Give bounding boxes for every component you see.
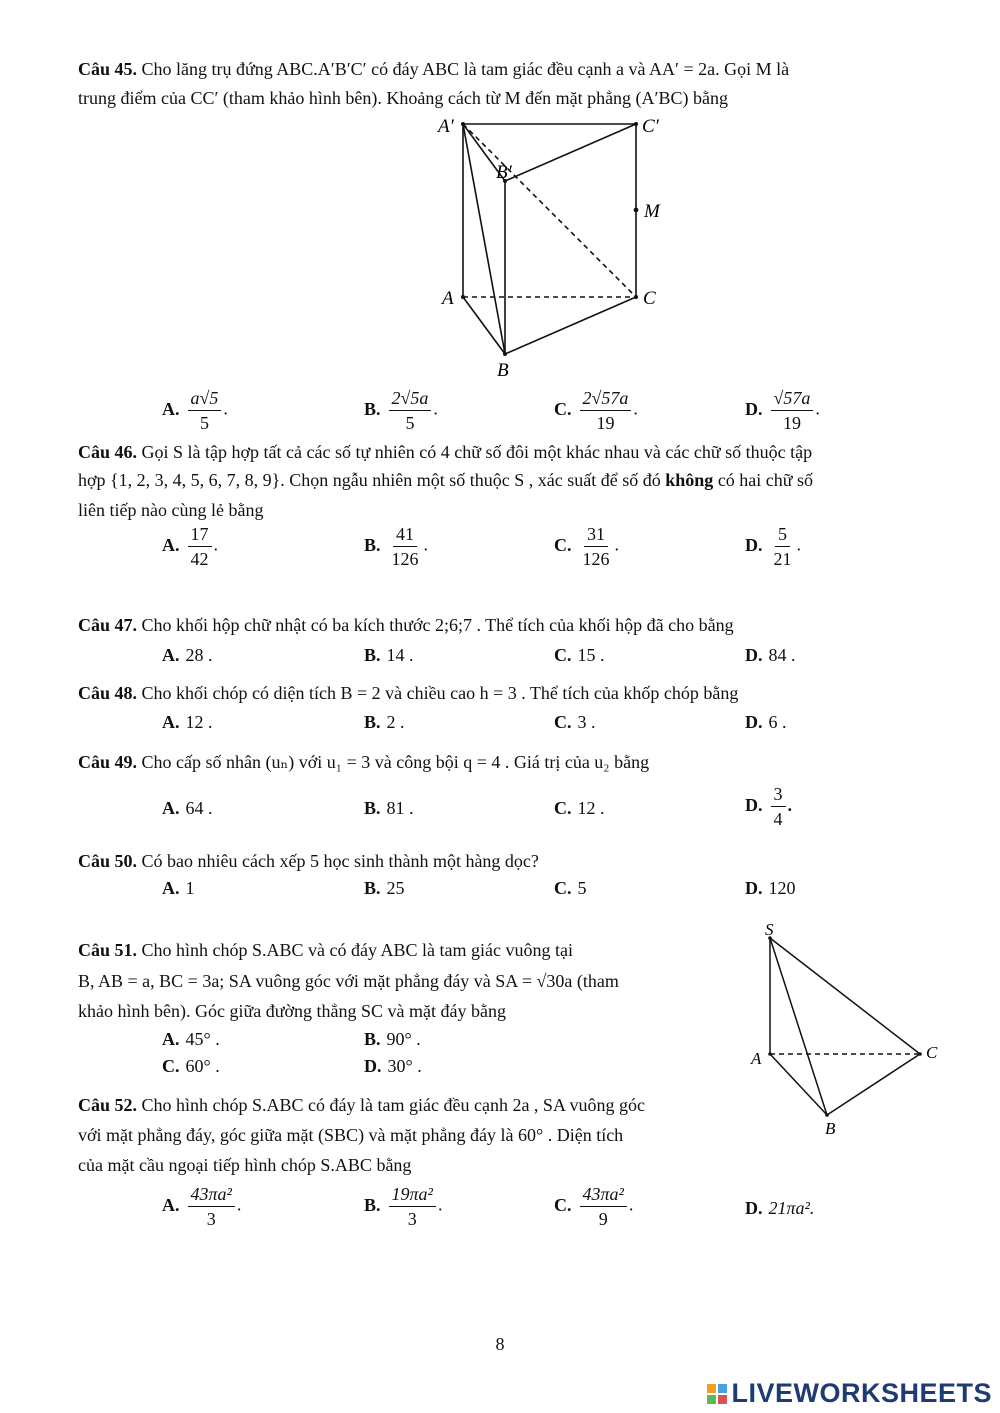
q50-line: Câu 50. Có bao nhiêu cách xếp 5 học sinh thành một hàng dọc? (78, 851, 539, 871)
brand-text: LIVEWORKSHEETS (731, 1378, 992, 1408)
q51-option-d[interactable]: D. 30° . (364, 1056, 422, 1076)
q49-option-c[interactable]: C. 12 . (554, 798, 605, 818)
liveworksheets-logo-icon (707, 1384, 727, 1404)
q51-lead: Câu 51. (78, 940, 138, 960)
q51-option-c[interactable]: C. 60° . (162, 1056, 220, 1076)
q49-line: Câu 49. Cho cấp số nhân (uₙ) với u₁ = 3 và công bội q = 4 . Giá trị của u₂ bằng (78, 752, 650, 772)
q52-line2: với mặt phẳng đáy, góc giữa mặt (SBC) và mặt phẳng đáy là 60° . Diện tích (78, 1125, 624, 1145)
q52-option-c[interactable]: C. $\frac{\text{43πa²}}{9}$ . (554, 1184, 634, 1229)
q51-label-A: A (751, 1049, 762, 1068)
q50-option-a[interactable]: A. 1 (162, 878, 195, 898)
q45-prism-figure (430, 108, 670, 386)
q51-line2: B, AB = a, BC = 3a; SA vuông góc với mặt phẳng đáy và SA = √30a (tham (78, 971, 619, 991)
q45-label-M: M (644, 201, 660, 222)
q45-option-a[interactable]: A. $\frac{a√5}{5}$ . (162, 388, 228, 433)
q46-option-c[interactable]: C. $\frac{31}{126}$ . (554, 524, 619, 569)
q47-lead: Câu 47. (78, 615, 138, 635)
q48-line: Câu 48. Cho khối chóp có diện tích B = 2 và chiều cao h = 3 . Thể tích của khốp chóp bằng (78, 683, 739, 703)
q45-text-1: Cho lăng trụ đứng ABC.A′B′C′ có đáy ABC là tam giác đều cạnh a và AA′ = 2a. Gọi M là (141, 59, 790, 79)
q51-pyramid-figure (745, 918, 950, 1143)
q48-option-b[interactable]: B. 2 . (364, 712, 405, 732)
q49-option-d[interactable]: D. $\frac{3}{4}$ . (745, 784, 792, 829)
q48-option-a[interactable]: A. 12 . (162, 712, 213, 732)
q51-line1: Câu 51. Cho hình chóp S.ABC và có đáy ABC là tam giác vuông tại (78, 940, 573, 960)
q52-option-d[interactable]: D. 21πa². (745, 1198, 815, 1218)
q47-line: Câu 47. Cho khối hộp chữ nhật có ba kích thước 2;6;7 . Thể tích của khối hộp đã cho bằng (78, 615, 734, 635)
q45-option-d[interactable]: D. $\frac{√57a}{19}$ . (745, 388, 820, 433)
q47-option-d[interactable]: D. 84 . (745, 645, 796, 665)
q46-line3: liên tiếp nào cùng lẻ bằng (78, 500, 264, 520)
q49-option-b[interactable]: B. 81 . (364, 798, 414, 818)
q51-label-C: C (926, 1043, 938, 1062)
q45-option-b[interactable]: B. $\frac{2√5a}{5}$ . (364, 388, 438, 433)
q45-line1 (78, 57, 928, 81)
q45-label-B1: B′ (496, 162, 512, 183)
q45-label-A: A (442, 288, 454, 309)
q45-label-C: C (643, 288, 656, 309)
q45-label-B: B (497, 360, 509, 381)
q51-line3: khảo hình bên). Góc giữa đường thẳng SC và mặt đáy bằng (78, 1001, 506, 1021)
q50-option-b[interactable]: B. 25 (364, 878, 405, 898)
q50-lead: Câu 50. (78, 851, 138, 871)
q47-option-a[interactable]: A. 28 . (162, 645, 213, 665)
q50-option-d[interactable]: D. 120 (745, 878, 796, 898)
q49-option-a[interactable]: A. 64 . (162, 798, 213, 818)
q48-option-d[interactable]: D. 6 . (745, 712, 787, 732)
q46-line2: hợp {1, 2, 3, 4, 5, 6, 7, 8, 9}. Chọn ngẫu nhiên một số thuộc S , xác suất để số đó không có hai chữ số (78, 470, 814, 490)
q45-label-A1: A′ (438, 116, 454, 137)
q46-option-a[interactable]: A. $\frac{17}{42}$ . (162, 524, 218, 569)
q45-option-c[interactable]: C. $\frac{2√57a}{19}$ . (554, 388, 638, 433)
q45-label-C1: C′ (642, 116, 659, 137)
q52-option-b[interactable]: B. $\frac{\text{19πa²}}{3}$ . (364, 1184, 443, 1229)
q52-line3: của mặt cầu ngoại tiếp hình chóp S.ABC bằng (78, 1155, 412, 1175)
q49-lead: Câu 49. (78, 752, 138, 772)
q52-line1: Câu 52. Cho hình chóp S.ABC có đáy là tam giác đều cạnh 2a , SA vuông góc (78, 1095, 645, 1115)
q51-option-b[interactable]: B. 90° . (364, 1029, 421, 1049)
q46-option-d[interactable]: D. $\frac{5}{21}$ . (745, 524, 801, 569)
q52-lead: Câu 52. (78, 1095, 138, 1115)
q48-option-c[interactable]: C. 3 . (554, 712, 596, 732)
q51-label-B: B (825, 1119, 836, 1138)
q46-line1: Câu 46. Gọi S là tập hợp tất cả các số tự nhiên có 4 chữ số đôi một khác nhau và các chữ số thuộc tập (78, 442, 813, 462)
q47-option-b[interactable]: B. 14 . (364, 645, 414, 665)
liveworksheets-logo (707, 1378, 992, 1409)
q51-option-a[interactable]: A. 45° . (162, 1029, 220, 1049)
q45-line2: trung điểm của CC′ (tham khảo hình bên). Khoảng cách từ M đến mặt phẳng (A′BC) bằng (78, 88, 728, 108)
q46-option-b[interactable]: B. $\frac{41}{126}$ . (364, 524, 429, 569)
q50-option-c[interactable]: C. 5 (554, 878, 587, 898)
q51-label-S: S (765, 920, 774, 939)
q48-lead: Câu 48. (78, 683, 138, 703)
q46-lead: Câu 46. (78, 442, 138, 462)
q52-option-a[interactable]: A. $\frac{\text{43πa²}}{3}$ . (162, 1184, 242, 1229)
page-number: 8 (495, 1334, 505, 1354)
q47-option-c[interactable]: C. 15 . (554, 645, 605, 665)
q45-lead: Câu 45. (78, 59, 138, 79)
